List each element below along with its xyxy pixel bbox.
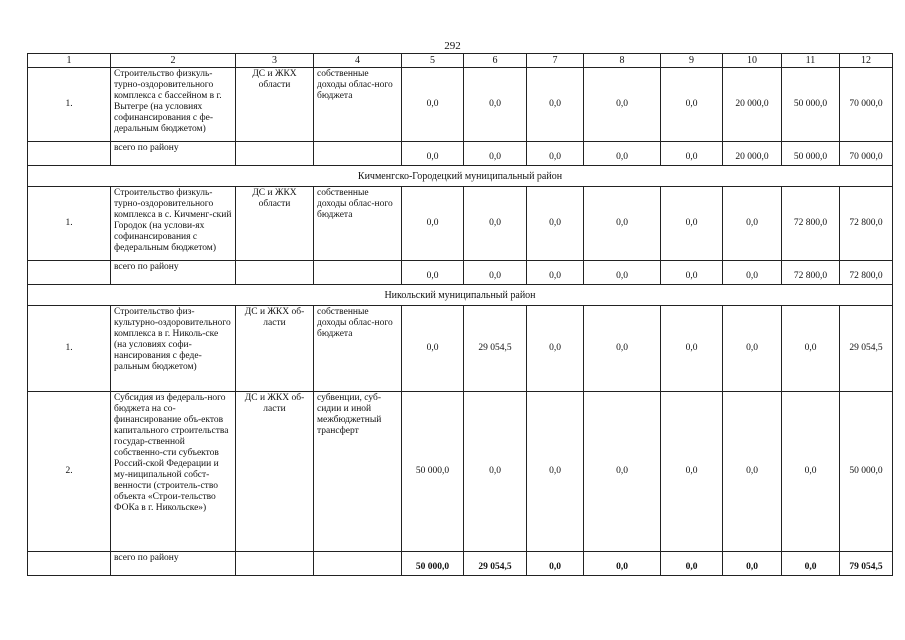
value-cell: 0,0: [527, 187, 584, 261]
value-cell: 0,0: [723, 392, 782, 552]
total-value: 79 054,5: [840, 552, 893, 576]
total-value: 0,0: [402, 142, 464, 166]
value-cell: 0,0: [527, 68, 584, 142]
header-row: [28, 54, 893, 68]
executor: ДС и ЖКХ области: [236, 187, 314, 261]
total-row: [28, 261, 893, 285]
total-spacer: [236, 552, 314, 576]
total-value: 29 054,5: [464, 552, 527, 576]
total-spacer: [314, 552, 402, 576]
value-cell: 0,0: [464, 392, 527, 552]
total-label: всего по району: [111, 552, 236, 576]
column-number: 1: [28, 54, 111, 68]
value-cell: 50 000,0: [782, 68, 840, 142]
value-cell: 50 000,0: [840, 392, 893, 552]
value-cell: 0,0: [782, 306, 840, 392]
value-cell: 0,0: [661, 68, 723, 142]
total-spacer: [28, 261, 111, 285]
total-value: 0,0: [661, 552, 723, 576]
column-number: 8: [584, 54, 661, 68]
table-row: [28, 392, 893, 552]
value-cell: 0,0: [723, 306, 782, 392]
value-cell: 70 000,0: [840, 68, 893, 142]
project-name: Строительство физкуль-турно-оздоровительного комплекса с бассейном в г. Вытегре (на условиях софинансирования с фе-деральным бюджетом): [111, 68, 236, 142]
total-spacer: [314, 261, 402, 285]
value-cell: 0,0: [661, 306, 723, 392]
total-value: 0,0: [782, 552, 840, 576]
total-value: 0,0: [527, 142, 584, 166]
value-cell: 72 800,0: [840, 187, 893, 261]
budget-table: [27, 53, 893, 576]
total-value: 0,0: [661, 142, 723, 166]
region-title: Кичменгско-Городецкий муниципальный район: [28, 166, 893, 187]
total-value: 0,0: [584, 552, 661, 576]
row-index: 1.: [28, 68, 111, 142]
value-cell: 0,0: [723, 187, 782, 261]
total-value: 0,0: [584, 261, 661, 285]
region-row: [28, 166, 893, 187]
value-cell: 0,0: [402, 68, 464, 142]
total-label: всего по району: [111, 261, 236, 285]
total-spacer: [236, 261, 314, 285]
total-value: 20 000,0: [723, 142, 782, 166]
total-row: [28, 142, 893, 166]
column-number: 6: [464, 54, 527, 68]
funding-source: собственные доходы облас-ного бюджета: [314, 187, 402, 261]
total-value: 0,0: [527, 552, 584, 576]
value-cell: 0,0: [464, 187, 527, 261]
executor: ДС и ЖКХ об-ласти: [236, 306, 314, 392]
total-value: 72 800,0: [840, 261, 893, 285]
value-cell: 0,0: [527, 306, 584, 392]
total-value: 0,0: [661, 261, 723, 285]
column-number: 11: [782, 54, 840, 68]
total-value: 50 000,0: [402, 552, 464, 576]
table-row: [28, 68, 893, 142]
value-cell: 29 054,5: [840, 306, 893, 392]
total-value: 0,0: [723, 552, 782, 576]
row-index: 1.: [28, 187, 111, 261]
value-cell: 72 800,0: [782, 187, 840, 261]
total-value: 0,0: [723, 261, 782, 285]
column-number: 5: [402, 54, 464, 68]
funding-source: субвенции, суб-сидии и иной межбюджетный трансферт: [314, 392, 402, 552]
project-name: Субсидия из федераль-ного бюджета на со-финансирование объ-ектов капитального строительства государ-ственной собственно-сти субъектов Россий-ской Федерации и му-ниципальной собст-венности (строитель-ство объекта «Строи-тельство ФОКа в г. Никольске»): [111, 392, 236, 552]
column-number: 12: [840, 54, 893, 68]
value-cell: 0,0: [661, 392, 723, 552]
value-cell: 29 054,5: [464, 306, 527, 392]
total-spacer: [314, 142, 402, 166]
total-value: 0,0: [584, 142, 661, 166]
value-cell: 0,0: [527, 392, 584, 552]
value-cell: 0,0: [584, 392, 661, 552]
funding-source: собственные доходы облас-ного бюджета: [314, 306, 402, 392]
column-number: 9: [661, 54, 723, 68]
value-cell: 0,0: [464, 68, 527, 142]
row-index: 2.: [28, 392, 111, 552]
total-row: [28, 552, 893, 576]
project-name: Строительство физкуль-турно-оздоровительного комплекса в с. Кичменг-ский Городок (на услови-ях софинансирования с федеральным бюджетом): [111, 187, 236, 261]
value-cell: 0,0: [584, 187, 661, 261]
value-cell: 0,0: [402, 187, 464, 261]
total-spacer: [236, 142, 314, 166]
row-index: 1.: [28, 306, 111, 392]
total-value: 50 000,0: [782, 142, 840, 166]
table-row: [28, 187, 893, 261]
funding-source: собственные доходы облас-ного бюджета: [314, 68, 402, 142]
column-number: 10: [723, 54, 782, 68]
value-cell: 0,0: [782, 392, 840, 552]
value-cell: 0,0: [402, 306, 464, 392]
table-body: [28, 54, 893, 576]
column-number: 4: [314, 54, 402, 68]
column-number: 2: [111, 54, 236, 68]
executor: ДС и ЖКХ области: [236, 68, 314, 142]
value-cell: 50 000,0: [402, 392, 464, 552]
total-value: 0,0: [402, 261, 464, 285]
total-value: 72 800,0: [782, 261, 840, 285]
region-title: Никольский муниципальный район: [28, 285, 893, 306]
value-cell: 20 000,0: [723, 68, 782, 142]
project-name: Строительство физ-культурно-оздоровительного комплекса в г. Николь-ске (на условиях софи-нансирования с феде-ральным бюджетом): [111, 306, 236, 392]
total-spacer: [28, 142, 111, 166]
total-value: 70 000,0: [840, 142, 893, 166]
total-value: 0,0: [464, 261, 527, 285]
region-row: [28, 285, 893, 306]
total-value: 0,0: [464, 142, 527, 166]
table-row: [28, 306, 893, 392]
value-cell: 0,0: [584, 306, 661, 392]
total-label: всего по району: [111, 142, 236, 166]
column-number: 7: [527, 54, 584, 68]
value-cell: 0,0: [584, 68, 661, 142]
total-value: 0,0: [527, 261, 584, 285]
executor: ДС и ЖКХ об-ласти: [236, 392, 314, 552]
column-number: 3: [236, 54, 314, 68]
page-number: 292: [444, 40, 461, 52]
value-cell: 0,0: [661, 187, 723, 261]
total-spacer: [28, 552, 111, 576]
